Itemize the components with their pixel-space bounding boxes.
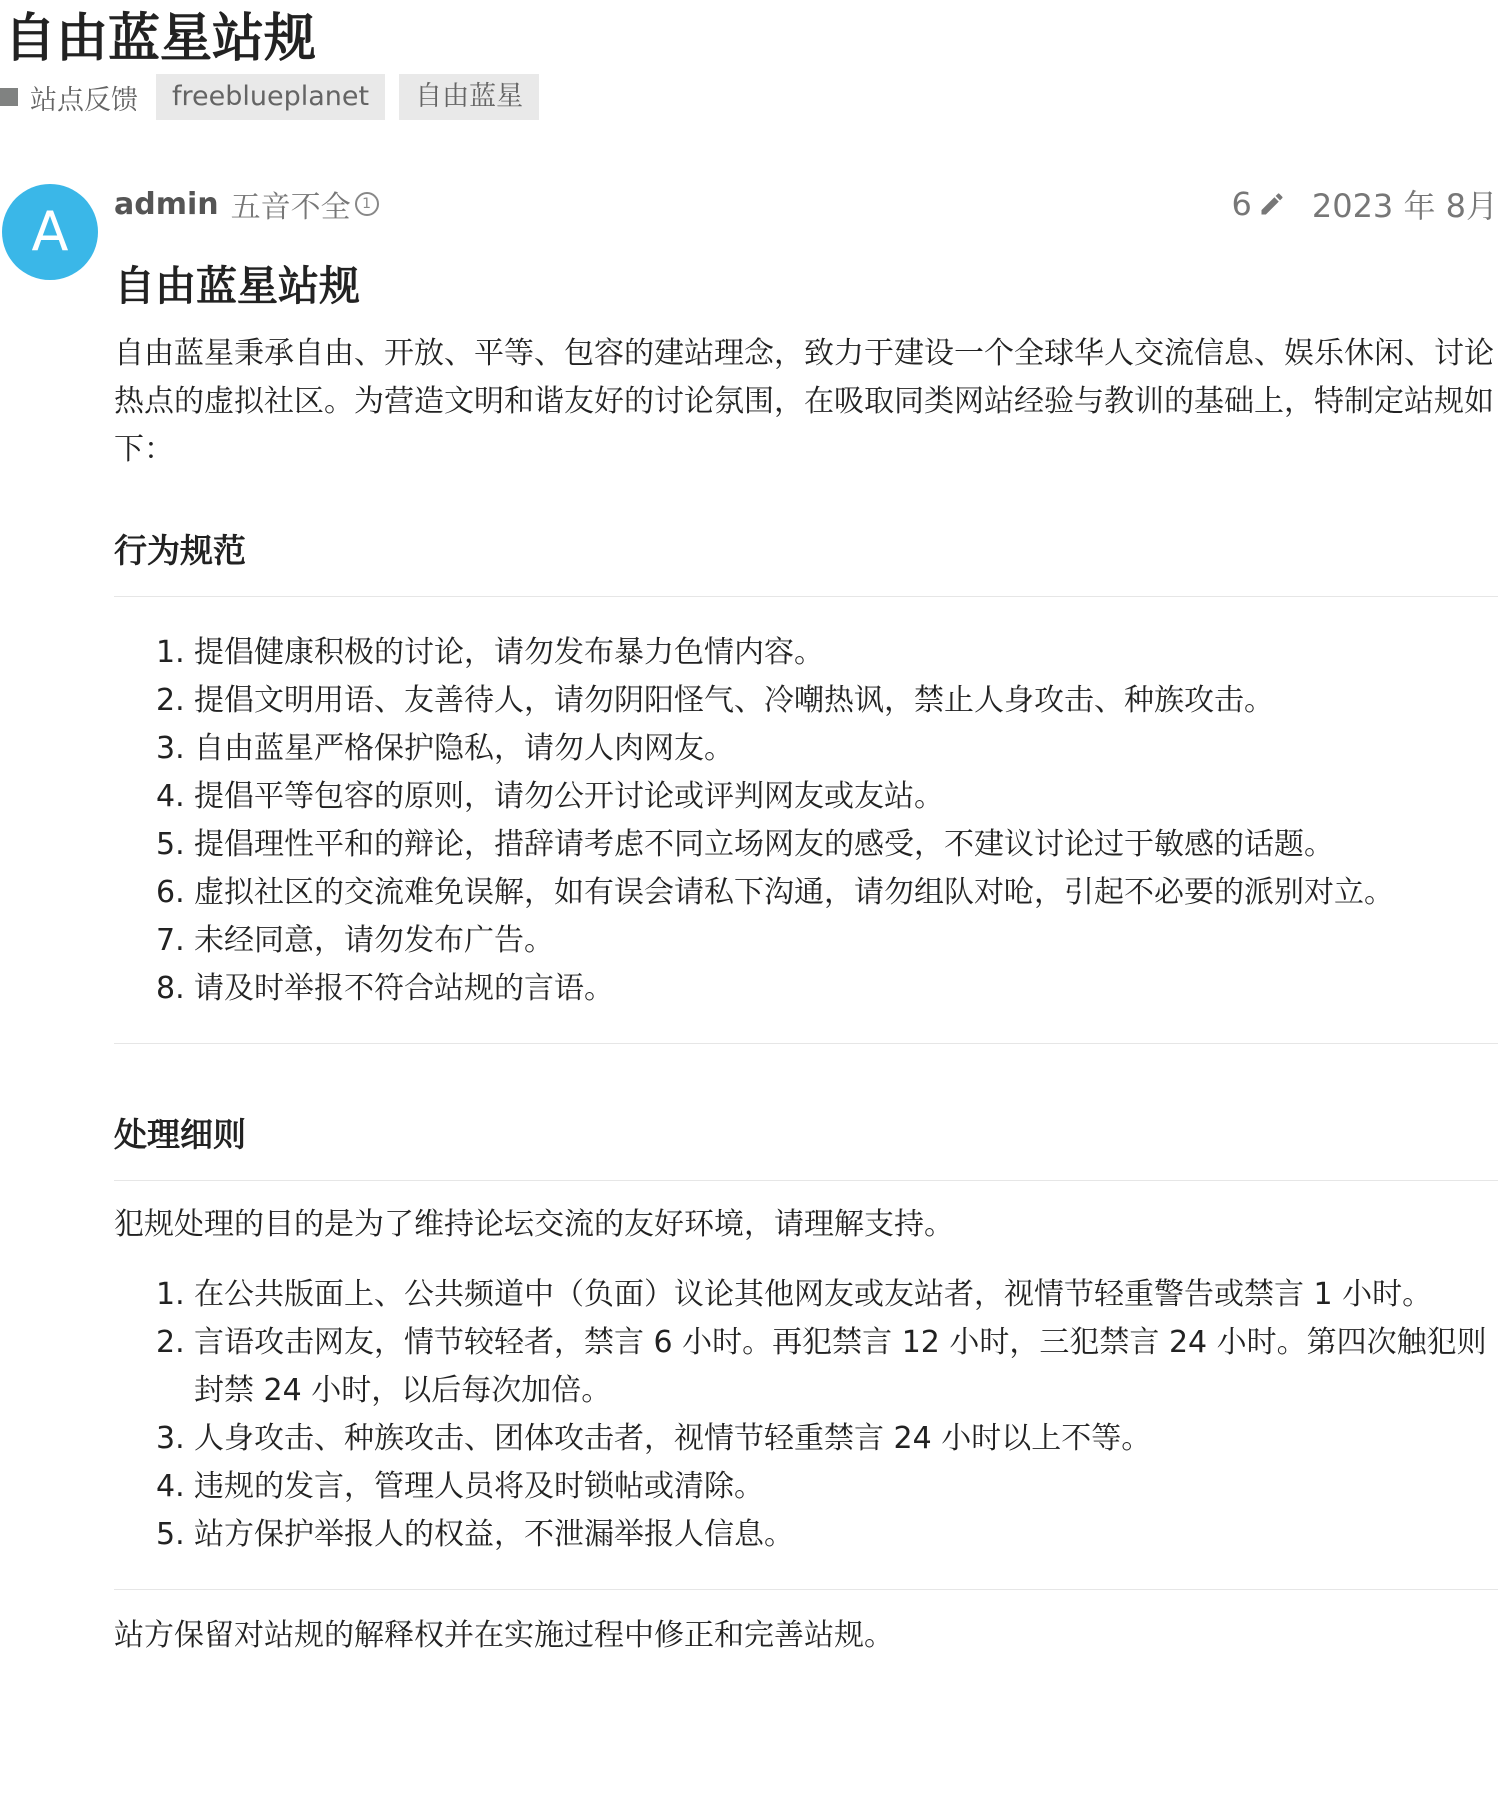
category-label: 站点反馈 — [30, 84, 138, 116]
tag-freeblueplanet[interactable]: freeblueplanet — [156, 74, 385, 120]
conduct-rules-list — [114, 629, 1498, 1013]
penalty-rules-list — [114, 1271, 1498, 1559]
user-status-icon: 1 — [355, 192, 379, 216]
tag-ziyoulanxing[interactable]: 自由蓝星 — [399, 74, 539, 120]
intro-paragraph: 自由蓝星秉承自由、开放、平等、包容的建站理念，致力于建设一个全球华人交流信息、娱乐休闲、讨论热点的虚拟社区。为营造文明和谐友好的讨论氛围，在吸取同类网站经验与教训的基础上，特制定站规如下： — [114, 336, 1494, 467]
topic-title[interactable]: 自由蓝星站规 — [4, 9, 317, 69]
avatar[interactable]: A — [2, 184, 98, 280]
edit-count[interactable]: 6 — [1231, 185, 1252, 223]
list-item: 6. 虚拟社区的交流难免误解，如有误会请私下沟通，请勿组队对呛，引起不必要的派别对立。 — [156, 875, 1394, 910]
category-link[interactable] — [0, 78, 138, 117]
section-title-conduct: 行为规范 — [114, 531, 246, 570]
section-heading-conduct — [114, 526, 1498, 597]
list-item: 1. 提倡健康积极的讨论，请勿发布暴力色情内容。 — [156, 635, 824, 670]
post-heading: 自由蓝星站规 — [114, 262, 360, 310]
user-title: 五音不全 — [230, 190, 351, 225]
post-date[interactable]: 2023 年 8月 — [1311, 187, 1498, 225]
list-item: 3. 自由蓝星严格保护隐私，请勿人肉网友。 — [156, 731, 734, 766]
post-meta — [1231, 182, 1498, 226]
section-heading-penalties — [114, 1110, 1498, 1181]
list-item: 5. 站方保护举报人的权益，不泄漏举报人信息。 — [156, 1517, 794, 1552]
list-item: 2. 言语攻击网友，情节较轻者，禁言 6 小时。再犯禁言 12 小时，三犯禁言 24 小时。第四次触犯则封禁 24 小时，以后每次加倍。 — [156, 1325, 1487, 1408]
list-item: 4. 违规的发言，管理人员将及时锁帖或清除。 — [156, 1469, 764, 1504]
list-item: 4. 提倡平等包容的原则，请勿公开讨论或评判网友或友站。 — [156, 779, 944, 814]
topic-tags — [0, 74, 539, 120]
poster-info — [114, 182, 379, 226]
list-item: 3. 人身攻击、种族攻击、团体攻击者，视情节轻重禁言 24 小时以上不等。 — [156, 1421, 1152, 1456]
category-color-swatch — [0, 88, 18, 106]
username-link[interactable]: admin — [114, 186, 219, 222]
section-title-penalties: 处理细则 — [114, 1115, 246, 1154]
list-item: 1. 在公共版面上、公共频道中（负面）议论其他网友或友站者，视情节轻重警告或禁言 1 小时。 — [156, 1277, 1433, 1312]
list-item: 2. 提倡文明用语、友善待人，请勿阴阳怪气、冷嘲热讽，禁止人身攻击、种族攻击。 — [156, 683, 1274, 718]
penalties-intro: 犯规处理的目的是为了维持论坛交流的友好环境，请理解支持。 — [114, 1207, 954, 1242]
pencil-icon[interactable] — [1258, 190, 1286, 218]
post-content — [114, 256, 1498, 1660]
closing-statement: 站方保留对站规的解释权并在实施过程中修正和完善站规。 — [114, 1618, 894, 1653]
list-item: 7. 未经同意，请勿发布广告。 — [156, 923, 554, 958]
list-item: 8. 请及时举报不符合站规的言语。 — [156, 971, 614, 1006]
list-item: 5. 提倡理性平和的辩论，措辞请考虑不同立场网友的感受，不建议讨论过于敏感的话题。 — [156, 827, 1334, 862]
